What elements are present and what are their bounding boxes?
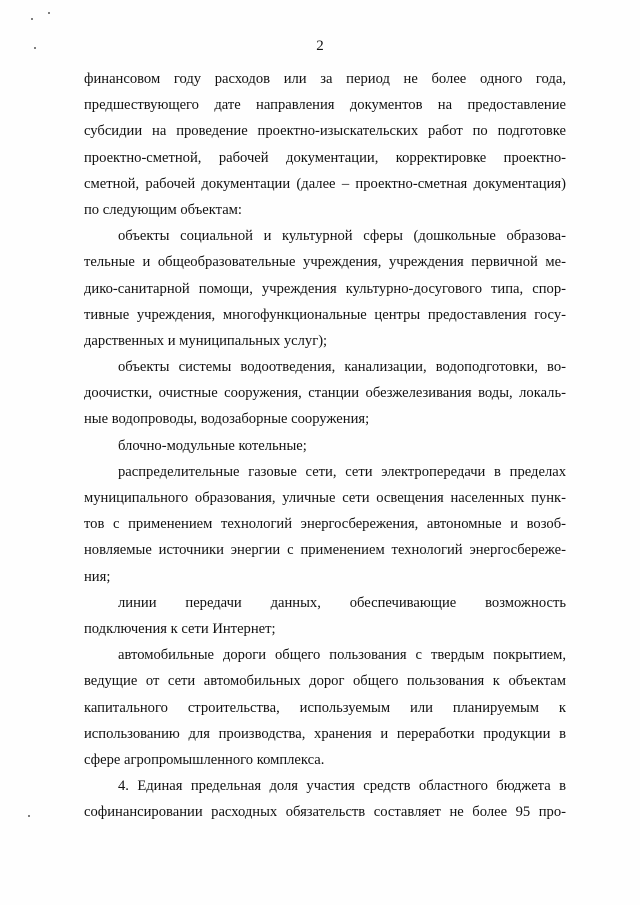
text-line: тивные учреждения, многофункциональные центры предоставления госу- — [84, 306, 566, 323]
text-line: софинансировании расходных обязательств составляет не более 95 про- — [84, 804, 566, 821]
text-line: проектно-сметной, рабочей документации, корректировке проектно- — [84, 149, 566, 166]
text-line: ния; — [84, 568, 111, 585]
text-line: дарственных и муниципальных услуг); — [84, 332, 328, 349]
paragraph-social-objects — [84, 223, 566, 354]
text-line: предшествующего дате направления документов на предоставление — [84, 97, 566, 114]
paragraph-data-lines — [84, 590, 566, 642]
paragraph-networks — [84, 459, 566, 590]
text-line: объекты системы водоотведения, канализации, водоподготовки, во- — [118, 359, 566, 376]
text-line: ные водопроводы, водозаборные сооружения; — [84, 411, 370, 428]
text-line: сфере агропромышленного комплекса. — [84, 751, 325, 768]
text-line: по следующим объектам: — [84, 201, 242, 218]
text-line: тов с применением технологий энергосбережения, автономные и возоб- — [84, 516, 566, 533]
text-line: ведущие от сети автомобильных дорог общего пользования к объектам — [84, 673, 566, 690]
paragraph-budget-share — [84, 773, 566, 825]
paragraph-water-objects — [84, 354, 566, 433]
page-number: 2 — [316, 38, 324, 54]
text-line: новляемые источники энергии с применением технологий энергосбереже- — [84, 542, 566, 559]
text-line: субсидии на проведение проектно-изыскательских работ по подготовке — [84, 123, 566, 140]
text-line: распределительные газовые сети, сети электропередачи в пределах — [118, 463, 566, 480]
text-line: объекты социальной и культурной сферы (дошкольные образова- — [118, 228, 566, 245]
text-line: линии передачи данных, обеспечивающие возможность — [118, 594, 566, 611]
text-line: доочистки, очистные сооружения, станции обезжелезивания воды, локаль- — [84, 385, 566, 402]
paragraph-funding-period — [84, 66, 566, 223]
scan-mark — [31, 18, 33, 20]
text-line: сметной, рабочей документации (далее – проектно-сметная документация) — [84, 175, 566, 192]
text-line: тельные и общеобразовательные учреждения, учреждения первичной ме- — [84, 254, 566, 271]
text-line: блочно-модульные котельные; — [118, 437, 307, 454]
document-body — [84, 66, 566, 825]
scan-mark — [28, 815, 30, 817]
text-line: капитального строительства, используемым или планируемым к — [84, 699, 566, 716]
text-line: автомобильные дороги общего пользования с твердым покрытием, — [118, 647, 566, 664]
paragraph-roads — [84, 642, 566, 773]
text-line: муниципального образования, уличные сети освещения населенных пунк- — [84, 490, 566, 506]
text-line: подключения к сети Интернет; — [84, 620, 276, 637]
text-line: 4. Единая предельная доля участия средств областного бюджета в — [118, 778, 566, 795]
text-line: дико-санитарной помощи, учреждения культурно-досугового типа, спор- — [84, 280, 566, 297]
text-line: финансовом году расходов или за период не более одного года, — [84, 71, 566, 87]
text-line: использованию для производства, хранения и переработки продукции в — [84, 725, 566, 742]
scan-mark — [48, 12, 50, 14]
paragraph-boiler-houses — [84, 433, 566, 459]
